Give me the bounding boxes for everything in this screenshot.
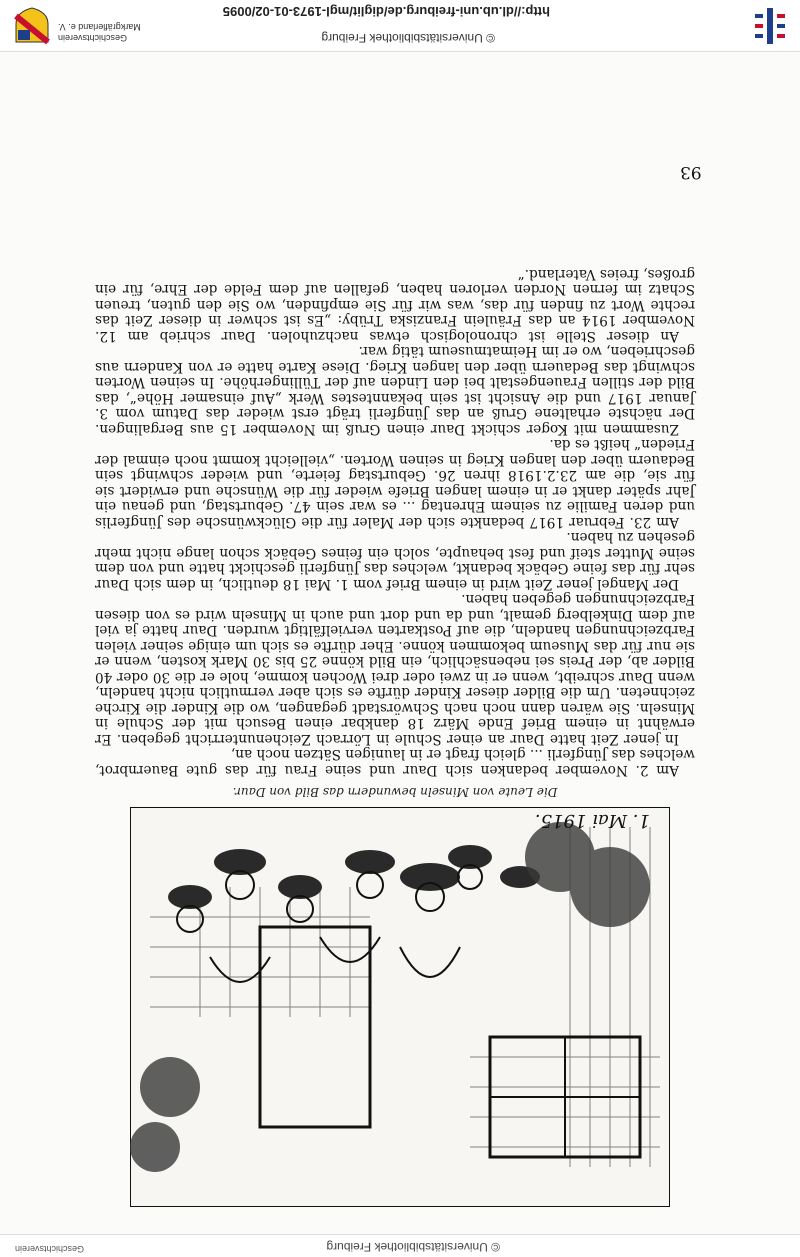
- paragraph: Am 23. Februar 1917 bedankte sich der Maler für die Glückwünsche des Jüngferlis und deren Familie zu seinem Ehrentag ... es war sein 47. Geburtstag, und genau ein Jahr später dankt er in einem langen Briefe wieder für die Wünsche und erwidert sie für sie, die am 23.2.1918 ihren 26. Geburtstag feierte, und wieder schwingt sein Bedauern über den langen Krieg in seinen Worten. „vielleicht kommt noch einmal der Frieden“ heißt es da.: [95, 436, 695, 530]
- drawing-date: 1. Mai 1915.: [534, 810, 650, 831]
- page-number: 93: [680, 162, 702, 182]
- paragraph: An dieser Stelle ist chronologisch etwas nachzuholen. Daur schrieb am 12. November 1914 an das Fräulein Franziska Trüby: „Es ist schwer in dieser Zeit das rechte Wort zu finden für das, was wir für Sie empfinden, wo Sie den guten, treuen Schatz im fernen Norden verloren haben, gefallen auf dem Felde der Ehre, für ein großes, freies Vaterland.“: [95, 266, 695, 344]
- bottom-cut-society: Geschichtsverein: [15, 1244, 85, 1254]
- bottom-cut-library: © Universitätsbibliothek Freiburg: [326, 1240, 500, 1254]
- paragraph: Am 2. November bedanken sich Daur und seine Frau für das gute Bauernbrot, welches das Jüngferli ... gleich fragt er in launigen Sätzen noch an,: [95, 746, 695, 778]
- ub-freiburg-logo[interactable]: [752, 8, 788, 44]
- copyright-notice: © Universitätsbibliothek Freiburg: [321, 31, 495, 45]
- paragraph: In jener Zeit hatte Daur an einer Schule in Lörrach Zeichenunterricht gegeben. Er erwähnt in einem Brief Ende März 18 dankbar einen Besuch mit der Schule in Minseln. Sie wären dann noch nach Schwörstadt gegangen, wo die Kinder die Kirche zeichneten. Um die Bilder dieser Kinder dürfte es sich aber vermutlich nicht handeln, wenn Daur schreibt, wenn er in zwei oder drei Wochen komme, hole er die 30 oder 40 Bilder ab, der Preis sei nebensächlich, ein Bild könne 25 bis 30 Mark kosten, wenn er sie nur für das Museum bekommen könne. Eher dürfte es sich um einige seiner vielen Farbzeichnungen handeln, die auf Postkarten vervielfältigt wurden. Daur hatte ja viel auf dem Dinkelberg gemalt, und da und dort und auch in Minseln wird es von diesen Farbzeichnungen gegeben haben.: [95, 591, 695, 747]
- document-url[interactable]: http://dl.ub.uni-freiburg.de/diglit/mgl-1973-01-02/0095: [222, 4, 550, 19]
- paragraph: Der Mangel jener Zeit wird in einem Brief vom 1. Mai 18 deutlich, in dem sich Daur sehr für das feine Gebäck bedankt, welches das Jüngferli geschickt hatte und von dem seine Mutter steif und fest behaupte, solch ein feines Gebäck schon lange nicht mehr gesehen zu haben.: [95, 529, 695, 592]
- geschichtsverein-logo[interactable]: [12, 6, 52, 46]
- paragraph: Zusammen mit Koger schickt Daur einen Gruß im November 15 aus Bergalingen. Der nächste erhaltene Gruß an das Jüngferli trägt erst wieder das Datum vom 3. Januar 1917 und die Ansicht ist sein bekanntestes Werk „Auf einsamer Höhe“, das Bild der stillen Frauengestalt bei den Linden auf der Tüllingerhöhe. In seinen Worten schwingt das Bedauern über den langen Krieg. Diese Karte hatte er von Kandern aus geschrieben, wo er im Heimatmuseum tätig war.: [95, 343, 695, 437]
- library-name: Universitätsbibliothek Freiburg: [321, 31, 483, 45]
- body-text: [95, 266, 695, 778]
- society-name: Geschichtsverein Markgräflerland e. V.: [58, 22, 141, 43]
- ink-drawing: [130, 807, 670, 1207]
- figure-caption: Die Leute von Minseln bewundern das Bild von Daur.: [232, 785, 558, 799]
